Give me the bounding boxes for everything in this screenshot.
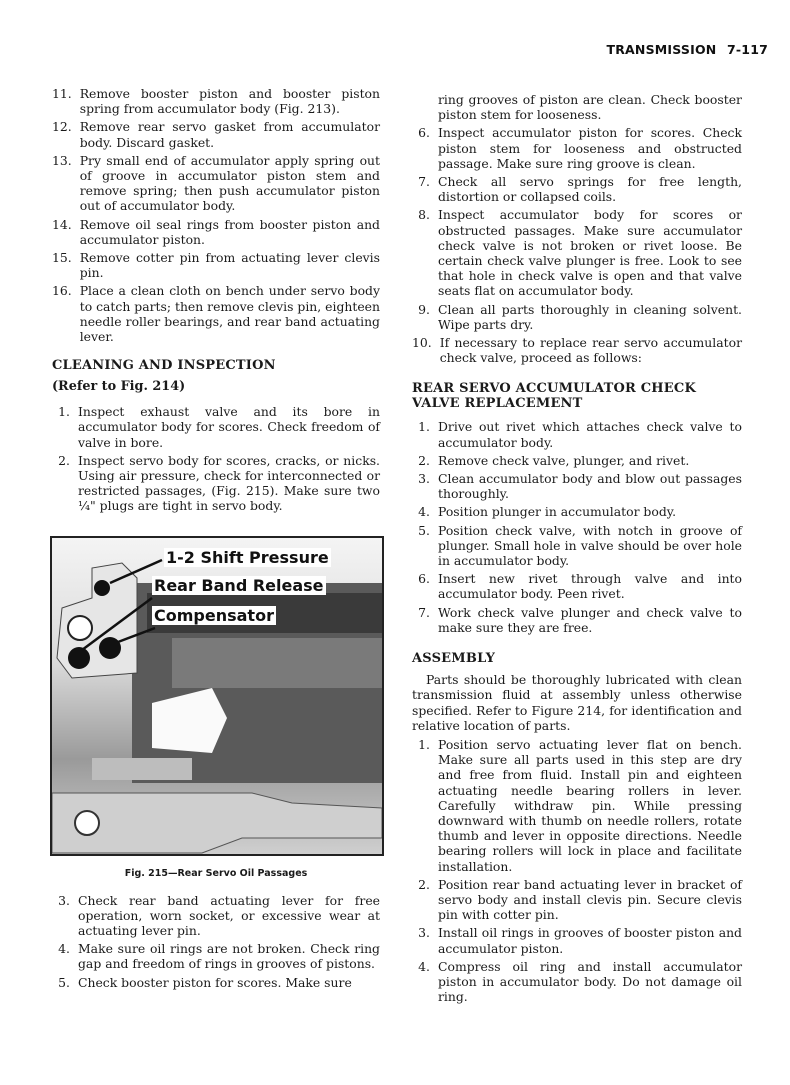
item-number: 11.: [52, 86, 72, 101]
item-text: Check all servo springs for free length, distortion or collapsed coils.: [438, 174, 742, 205]
item-text: Position plunger in accumulator body.: [438, 504, 677, 520]
item-text: Position servo actuating lever flat on bench. Make sure all parts used in this step are dry and free from fluid. Install pin and eighteen actuating needle bearing rollers in lever. Carefully withdraw pin. While pressing downward with thumb on needle rollers, rotate thumb and lever in opposite directions. Needle bearing rollers will lock in place and facilitate installation.: [438, 736, 742, 874]
item-number: 6.: [418, 125, 430, 141]
list-item: [412, 523, 742, 569]
item-number: 3.: [418, 925, 430, 941]
cleaning-list-b: [52, 893, 380, 990]
item-text: Remove oil seal rings from booster piston and accumulator piston.: [79, 216, 380, 247]
list-item: [412, 302, 742, 332]
item-number: 2.: [58, 452, 70, 468]
figure-215-photo: [50, 536, 384, 856]
list-item: [412, 504, 742, 519]
item-number: 6.: [418, 571, 430, 587]
item-text: ring grooves of piston are clean. Check booster piston stem for looseness.: [438, 92, 742, 123]
item-text: Inspect servo body for scores, cracks, or nicks. Using air pressure, check for interconnected or restricted passages, (Fig. 215). Make sure two ¼" plugs are tight in servo body.: [78, 452, 380, 514]
item-text: Compress oil ring and install accumulator piston in accumulator body. Do not damage oil ring.: [438, 958, 742, 1005]
item-number: 5.: [418, 522, 430, 538]
list-item: [412, 605, 742, 635]
list-item: [52, 941, 380, 971]
list-item: [412, 571, 742, 601]
list-item: [412, 419, 742, 449]
item-number: 3.: [58, 892, 70, 908]
cleaning-list-a: [52, 404, 380, 513]
item-text: Inspect exhaust valve and its bore in accumulator body for scores. Check freedom of valve in bore.: [78, 404, 380, 450]
list-item: [412, 877, 742, 923]
item-number: 4.: [58, 941, 70, 957]
list-item: [52, 404, 380, 450]
item-number: 15.: [52, 250, 72, 266]
item-text: Clean accumulator body and blow out passages thoroughly.: [438, 471, 742, 502]
list-item: [52, 217, 380, 247]
list-item: [52, 975, 380, 990]
item-text: If necessary to replace rear servo accumulator check valve, proceed as follows:: [439, 335, 742, 366]
item-number: 7.: [418, 604, 430, 620]
page-number: 7-117: [727, 42, 768, 57]
list-item: [412, 925, 742, 955]
item-number: 8.: [418, 207, 430, 223]
item-text: Remove booster piston and booster piston spring from accumulator body (Fig. 213).: [79, 86, 380, 117]
label-1-2-shift-pressure: 1-2 Shift Pressure: [166, 547, 329, 567]
item-text: Position check valve, with notch in groove of plunger. Small hole in valve should be over hole in accumulator body.: [438, 522, 742, 569]
list-item: [412, 471, 742, 501]
item-number: 14.: [52, 216, 72, 232]
item-text: Inspect accumulator piston for scores. Check piston stem for looseness and obstructed passage. Make sure ring groove is clean.: [438, 125, 742, 171]
list-item: [412, 453, 742, 468]
list-item: [412, 959, 742, 1005]
item-text: Install oil rings in grooves of booster piston and accumulator piston.: [438, 925, 742, 956]
list-item: [52, 153, 380, 214]
item-number: 5.: [58, 974, 70, 990]
item-number: 2.: [418, 876, 430, 892]
list-item: [412, 737, 742, 874]
item-number: 1.: [58, 404, 70, 420]
disassembly-list: [52, 86, 380, 344]
item-text: Work check valve plunger and check valve to make sure they are free.: [438, 604, 742, 635]
item-number: 2.: [418, 452, 430, 468]
cleaning-subheading: (Refer to Fig. 214): [52, 379, 186, 395]
page-header: [606, 42, 768, 57]
item-text: Clean all parts thoroughly in cleaning solvent. Wipe parts dry.: [438, 301, 742, 332]
right-column: [412, 92, 742, 1007]
item-number: 9.: [418, 301, 430, 317]
item-number: 1.: [418, 736, 430, 752]
item-text: Check booster piston for scores. Make sure: [78, 974, 352, 990]
item-number: 16.: [52, 283, 72, 299]
assembly-heading: ASSEMBLY: [412, 651, 496, 667]
item-number: 12.: [52, 119, 72, 135]
cleaning-heading: CLEANING AND INSPECTION: [52, 358, 276, 374]
figure-caption: Fig. 215—Rear Servo Oil Passages: [124, 867, 308, 879]
item-text: Remove cotter pin from actuating lever clevis pin.: [79, 250, 380, 281]
item-text: Insert new rivet through valve and into accumulator body. Peen rivet.: [438, 571, 742, 602]
item-number: 10.: [412, 335, 432, 351]
item-text: Place a clean cloth on bench under servo body to catch parts; then remove clevis pin, eighteen needle roller bearings, and rear band actuating lever.: [79, 283, 380, 345]
list-item: [52, 283, 380, 344]
item-number: 13.: [52, 152, 72, 168]
item-text: Remove check valve, plunger, and rivet.: [438, 452, 690, 468]
list-item: [52, 893, 380, 939]
item-text: Drive out rivet which attaches check valve to accumulator body.: [438, 419, 742, 450]
list-item: [412, 174, 742, 204]
item-number: 3.: [418, 471, 430, 487]
label-compensator: Compensator: [154, 605, 274, 625]
label-rear-band-release: Rear Band Release: [154, 575, 324, 595]
valve-replacement-heading: REAR SERVO ACCUMULATOR CHECK VALVE REPLACEMENT: [412, 381, 696, 412]
list-item: [412, 92, 742, 122]
item-number: 4.: [418, 958, 430, 974]
item-number: 1.: [418, 419, 430, 435]
section-title: TRANSMISSION: [606, 42, 717, 57]
item-text: Position rear band actuating lever in bracket of servo body and install clevis pin. Secure clevis pin with cotter pin.: [438, 876, 742, 923]
item-text: Make sure oil rings are not broken. Check ring gap and freedom of rings in grooves of pistons.: [78, 941, 380, 972]
valve-replacement-list: [412, 419, 742, 635]
item-text: Remove rear servo gasket from accumulator body. Discard gasket.: [79, 119, 380, 150]
left-column: [52, 86, 380, 993]
list-item: [412, 335, 742, 365]
assembly-intro: Parts should be thoroughly lubricated with clean transmission fluid at assembly unless otherwise specified. Refer to Figure 214, for identification and relative location of parts.: [412, 672, 742, 733]
item-number: 4.: [418, 504, 430, 520]
item-number: 7.: [418, 174, 430, 190]
list-item: [52, 86, 380, 116]
list-item: [412, 125, 742, 171]
list-item: [52, 250, 380, 280]
cleaning-list-c: [412, 92, 742, 365]
item-text: Pry small end of accumulator apply spring out of groove in accumulator piston stem and remove spring; then push accumulator piston out of accumulator body.: [79, 152, 380, 214]
assembly-list: [412, 737, 742, 1004]
list-item: [412, 207, 742, 298]
list-item: [52, 119, 380, 149]
list-item: [52, 453, 380, 514]
item-text: Inspect accumulator body for scores or obstructed passages. Make sure accumulator check valve is not broken or rivet loose. Be certain check valve plunger is free. Look to see that hole in check valve is open and that valve seats flat on accumulator body.: [438, 207, 742, 299]
item-text: Check rear band actuating lever for free operation, worn socket, or excessive wear at actuating lever pin.: [78, 892, 380, 939]
